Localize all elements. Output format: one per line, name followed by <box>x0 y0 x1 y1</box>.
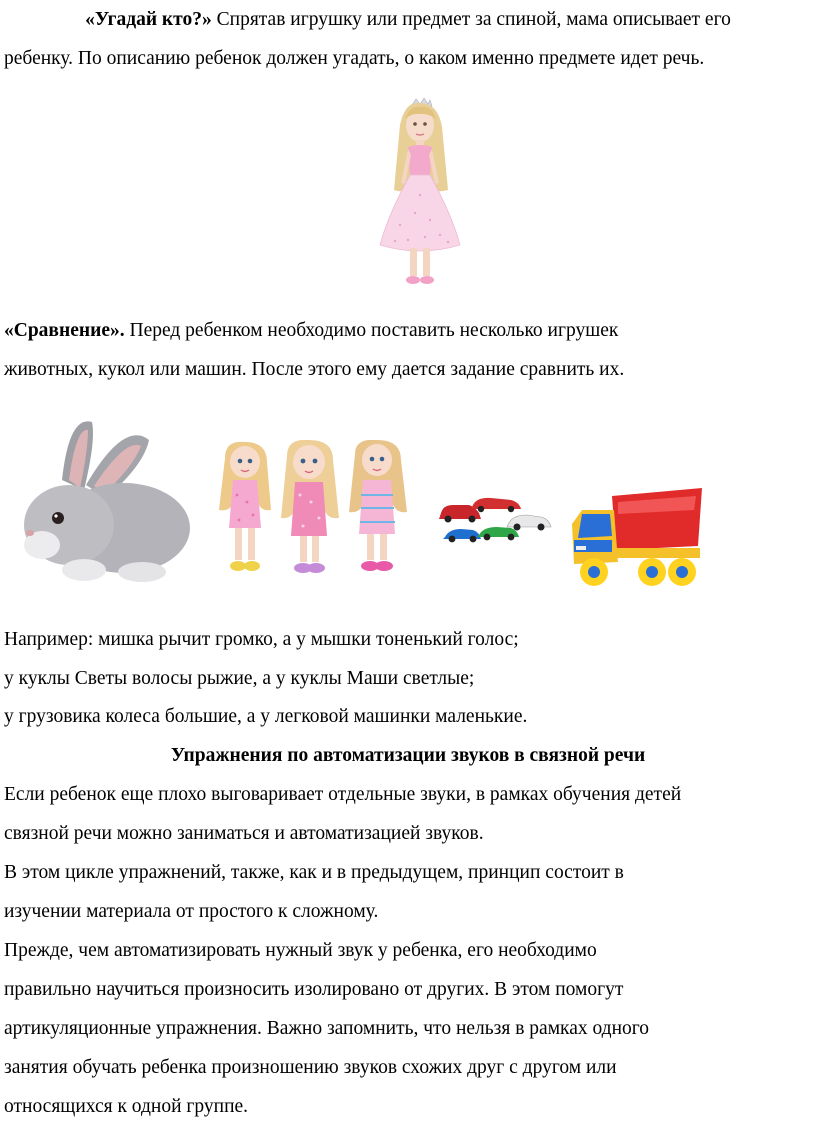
rabbit-image <box>14 410 194 585</box>
paragraph-line-8: занятия обучать ребенка произношению звуков схожих друг с другом или <box>4 1057 617 1078</box>
paragraph-line-2: связной речи можно заниматься и автоматизацией звуков. <box>4 823 484 844</box>
section1-text: Спрятав игрушку или предмет за спиной, мама описывает его <box>211 9 731 30</box>
paragraph-line-5: Прежде, чем автоматизировать нужный звук у ребенка, его необходимо <box>4 940 597 961</box>
section-heading <box>0 736 816 775</box>
paragraph-line-6: правильно научиться произносить изолировано от других. В этом помогут <box>4 979 624 1000</box>
section2-line1 <box>4 311 812 350</box>
cars-image <box>435 495 555 560</box>
paragraph-line-4: изучении материала от простого к сложному. <box>4 901 379 922</box>
section2-text: Перед ребенком необходимо поставить несколько игрушек <box>124 320 619 341</box>
paragraph-line-1: Если ребенок еще плохо выговаривает отдельные звуки, в рамках обучения детей <box>4 784 682 805</box>
truck-image <box>568 488 703 593</box>
section1-title: «Угадай кто?» <box>85 9 212 30</box>
paragraph-line-9: относящихся к одной группе. <box>4 1096 249 1117</box>
section1-line1 <box>0 0 816 39</box>
section2-line2: животных, кукол или машин. После этого ему дается задание сравнить их. <box>4 359 625 380</box>
paragraph-line-3: В этом цикле упражнений, также, как и в предыдущем, принцип состоит в <box>4 862 624 883</box>
section-heading-text: Упражнения по автоматизации звуков в связной речи <box>170 745 646 766</box>
paragraph-line-7: артикуляционные упражнения. Важно запомнить, что нельзя в рамках одного <box>4 1018 650 1039</box>
section1-line2: ребенку. По описанию ребенок должен угадать, о каком именно предмете идет речь. <box>4 48 705 69</box>
section2-title: «Сравнение». <box>4 320 125 341</box>
example-line-1: Например: мишка рычит громко, а у мышки тоненький голос; <box>4 629 519 650</box>
example-line-2: у куклы Светы волосы рыжие, а у куклы Маши светлые; <box>4 668 475 689</box>
dolls-image <box>205 440 415 580</box>
example-line-3: у грузовика колеса большие, а у легковой машинки маленькие. <box>4 706 528 727</box>
doll-image <box>370 95 470 290</box>
